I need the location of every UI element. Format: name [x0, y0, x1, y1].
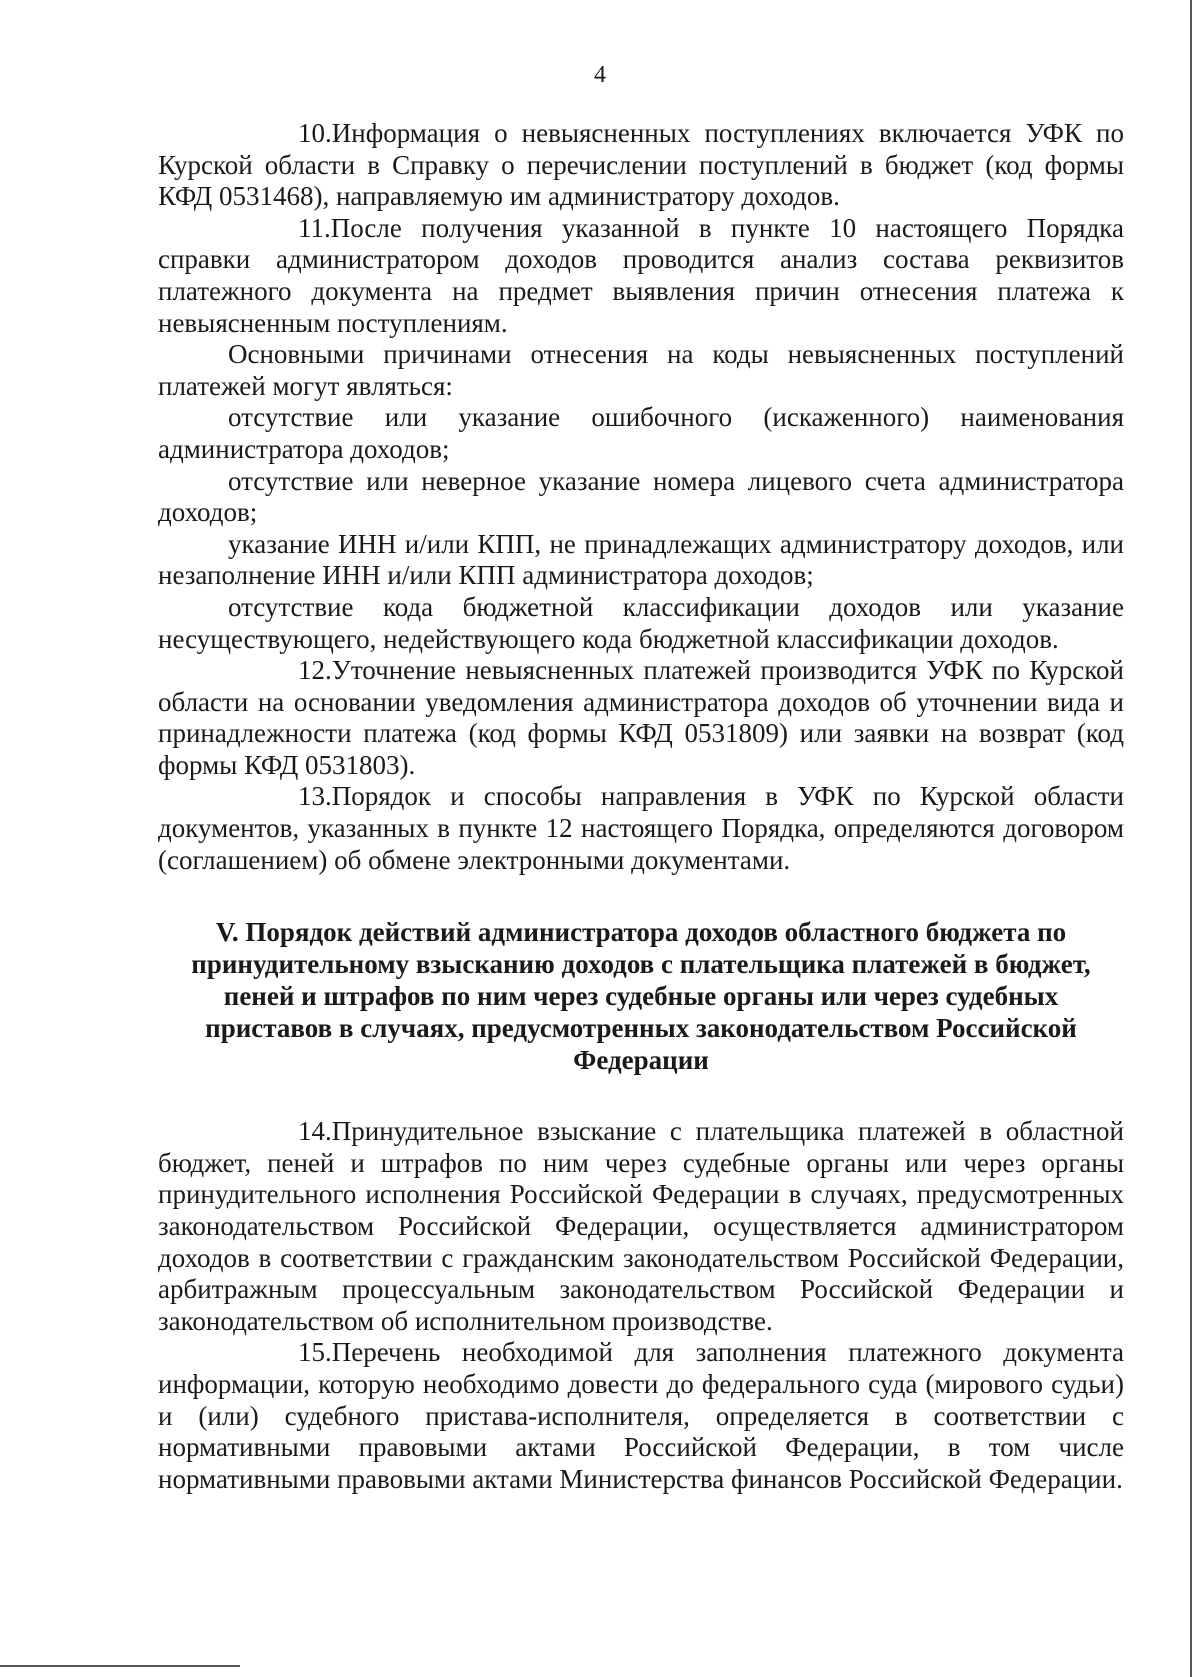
scan-edge-right [1190, 0, 1192, 1677]
paragraph-11: 11.После получения указанной в пункте 10 настоящего Порядка справки администратором доходов проводится анализ состава реквизитов платежного документа на предмет выявления причин отнесения платежа к невыясненным поступлениям. [158, 212, 1124, 338]
paragraph-13: 13.Порядок и способы направления в УФК по Курской области документов, указанных в пункте 12 настоящего Порядка, определяются договором (соглашением) об обмене электронными документами. [158, 781, 1124, 875]
paragraph-12: 12.Уточнение невыясненных платежей производится УФК по Курской области на основании уведомления администратора доходов об уточнении вида и принадлежности платежа (код формы КФД 0531809) или заявки на возврат (код формы КФД 0531803). [158, 655, 1124, 780]
document-body [158, 118, 1124, 1495]
paragraph-reasons-intro: Основными причинами отнесения на коды невыясненных поступлений платежей могут являться: [158, 339, 1124, 401]
paragraph-15: 15.Перечень необходимой для заполнения платежного документа информации, которую необходимо довести до федерального суда (мирового судьи) и (или) судебного пристава-исполнителя, определяется в соответствии с нормативными правовыми актами Российской Федерации, в том числе нормативными правовыми актами Министерства финансов Российской Федерации. [158, 1337, 1124, 1494]
page-number: 4 [594, 62, 606, 88]
paragraphs-after [158, 1116, 1124, 1495]
paragraph-reason-1: отсутствие или указание ошибочного (искаженного) наименования администратора доходов; [158, 402, 1124, 464]
paragraph-14: 14.Принудительное взыскание с плательщика платежей в областной бюджет, пеней и штрафов по ним через судебные органы или через органы принудительного исполнения Российской Федерации в случаях, предусмотренных законодательством Российской Федерации, осуществляется администратором доходов в соответствии с гражданским законодательством Российской Федерации, арбитражным процессуальным законодательством Российской Федерации и законодательством об исполнительном производстве. [158, 1116, 1124, 1336]
paragraph-10: 10.Информация о невыясненных поступлениях включается УФК по Курской области в Справку о перечислении поступлений в бюджет (код формы КФД 0531468), направляемую им администратору доходов. [158, 118, 1124, 212]
paragraphs-before [158, 118, 1124, 876]
scan-edge-bottom [0, 1665, 240, 1667]
section-heading: V. Порядок действий администратора доходов областного бюджета по принудительному взысканию доходов с плательщика платежей в бюджет, пеней и штрафов по ним через судебные органы или через судебных приставов в случаях, предусмотренных законодательством Российской Федерации [191, 917, 1091, 1076]
paragraph-reason-2: отсутствие или неверное указание номера лицевого счета администратора доходов; [158, 465, 1124, 528]
paragraph-reason-4: отсутствие кода бюджетной классификации доходов или указание несуществующего, недействующего кода бюджетной классификации доходов. [158, 591, 1124, 654]
paragraph-reason-3: указание ИНН и/или КПП, не принадлежащих администратору доходов, или незаполнение ИНН и/или КПП администратора доходов; [158, 528, 1124, 591]
